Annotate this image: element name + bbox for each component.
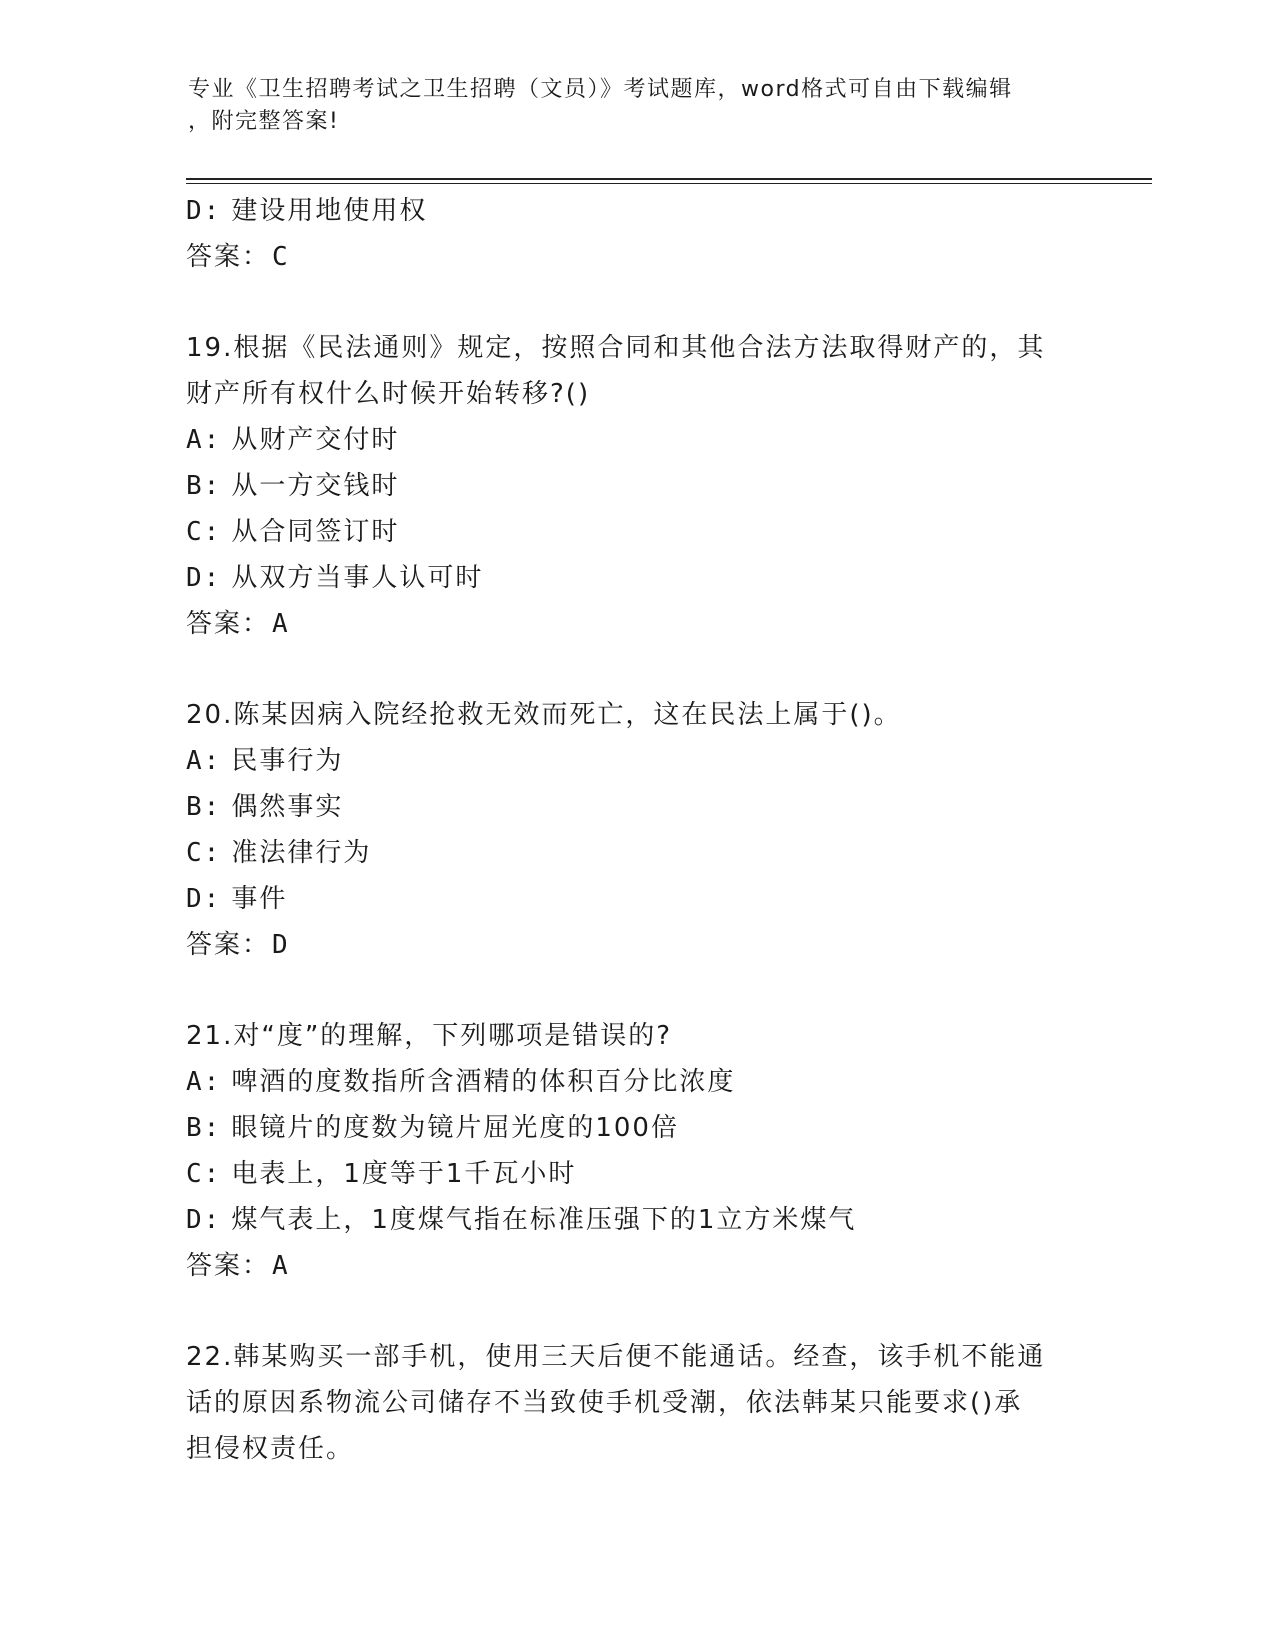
option-text: 从双方当事人认可时 (231, 563, 484, 593)
option-text: 从合同签订时 (231, 517, 400, 547)
question-21 (186, 1013, 1086, 1289)
answer (186, 234, 1086, 280)
answer-value: A (272, 609, 290, 639)
option-a (186, 1059, 1086, 1105)
option-text: 事件 (231, 884, 288, 914)
option-d (186, 188, 1086, 234)
answer-label: 答案： (186, 609, 271, 639)
option-b (186, 1105, 1086, 1151)
question-stem: 21.对“度”的理解，下列哪项是错误的? (186, 1021, 673, 1051)
question-20 (186, 692, 1086, 968)
option-d (186, 1197, 1086, 1243)
page-header (188, 74, 1068, 138)
option-label: D: (186, 563, 222, 593)
question-stem: 19.根据《民法通则》规定，按照合同和其他合法方法取得财产的，其 (186, 333, 1046, 363)
option-text: 从财产交付时 (231, 425, 400, 455)
header-line-2: ，附完整答案! (188, 109, 340, 134)
option-text: 准法律行为 (231, 838, 372, 868)
option-text: 啤酒的度数指所含酒精的体积百分比浓度 (231, 1067, 736, 1097)
answer-value: A (272, 1251, 290, 1281)
option-c (186, 830, 1086, 876)
header-line-1: 专业《卫生招聘考试之卫生招聘（文员）》考试题库，word格式可自由下载编辑 (188, 77, 1013, 102)
option-a (186, 738, 1086, 784)
option-label: B: (186, 1113, 222, 1143)
option-label: C: (186, 838, 222, 868)
option-label: A: (186, 746, 222, 776)
option-label: D: (186, 1205, 222, 1235)
option-label: A: (186, 1067, 222, 1097)
option-text: 从一方交钱时 (231, 471, 400, 501)
option-text: 民事行为 (231, 746, 344, 776)
option-label: D: (186, 196, 222, 226)
answer-label: 答案： (186, 1251, 271, 1281)
option-text: 煤气表上，1度煤气指在标准压强下的1立方米煤气 (231, 1205, 857, 1235)
option-b (186, 463, 1086, 509)
option-text: 偶然事实 (231, 792, 344, 822)
option-d (186, 876, 1086, 922)
option-a (186, 417, 1086, 463)
option-c (186, 509, 1086, 555)
option-label: D: (186, 884, 222, 914)
question-stem: 话的原因系物流公司储存不当致使手机受潮，依法韩某只能要求()承 (186, 1388, 1023, 1418)
answer-value: C (272, 242, 290, 272)
header-divider (186, 178, 1152, 182)
question-stem: 20.陈某因病入院经抢救无效而死亡，这在民法上属于()。 (186, 700, 902, 730)
answer (186, 601, 1086, 647)
answer-value: D (272, 930, 290, 960)
option-text: 建设用地使用权 (231, 196, 428, 226)
option-label: C: (186, 1159, 222, 1189)
question-stem: 22.韩某购买一部手机，使用三天后便不能通话。经查，该手机不能通 (186, 1342, 1046, 1372)
document-body (186, 188, 1086, 1472)
option-label: B: (186, 792, 222, 822)
option-label: C: (186, 517, 222, 547)
option-d (186, 555, 1086, 601)
question-stem: 担侵权责任。 (186, 1434, 355, 1464)
option-c (186, 1151, 1086, 1197)
answer (186, 1243, 1086, 1289)
question-22 (186, 1334, 1086, 1472)
option-text: 电表上，1度等于1千瓦小时 (231, 1159, 577, 1189)
option-label: A: (186, 425, 222, 455)
answer-label: 答案： (186, 930, 271, 960)
option-label: B: (186, 471, 222, 501)
question-19 (186, 325, 1086, 647)
answer-label: 答案： (186, 242, 271, 272)
answer (186, 922, 1086, 968)
question-stem: 财产所有权什么时候开始转移?() (186, 379, 591, 409)
option-text: 眼镜片的度数为镜片屈光度的100倍 (231, 1113, 679, 1143)
option-b (186, 784, 1086, 830)
